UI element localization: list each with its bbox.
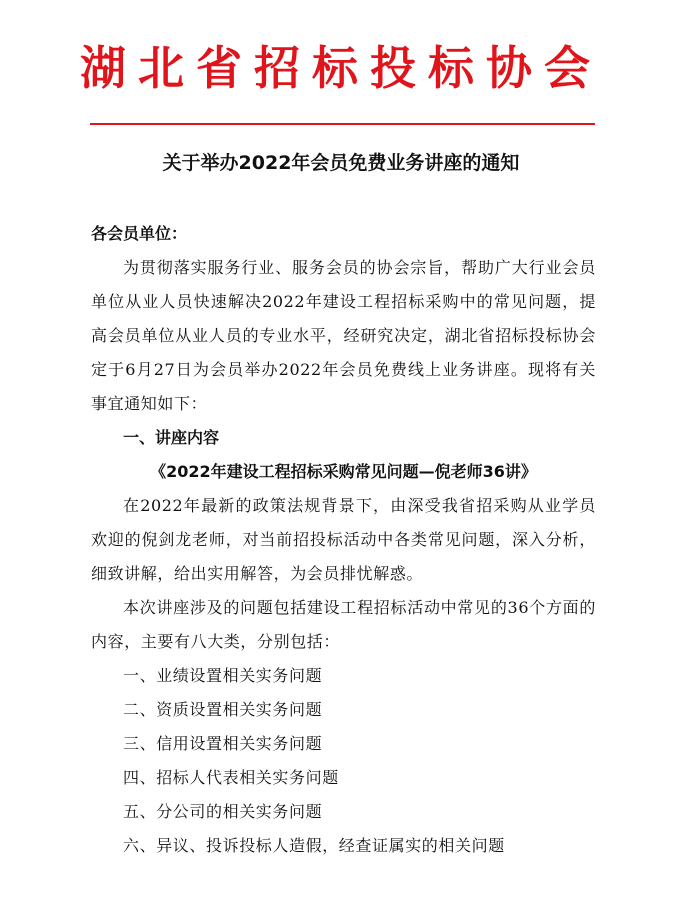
notice-body xyxy=(91,217,596,863)
topic-item: 六、异议、投诉投标人造假，经查证属实的相关问题 xyxy=(123,836,505,855)
notice-title: 关于举办2022年会员免费业务讲座的通知 xyxy=(162,152,520,174)
topic-item: 二、资质设置相关实务问题 xyxy=(123,700,323,719)
topic-item: 四、招标人代表相关实务问题 xyxy=(123,768,339,787)
intro-paragraph: 为贯彻落实服务行业、服务会员的协会宗旨，帮助广大行业会员单位从业人员快速解决2022年建设工程招标采购中的常见问题，提高会员单位从业人员的专业水平，经研究决定，湖北省招标投标协会定于6月27日为会员举办2022年会员免费线上业务讲座。现将有关事宜通知如下： xyxy=(91,258,596,413)
topic-item: 五、分公司的相关实务问题 xyxy=(123,802,323,821)
org-name-header: 湖北省招标投标协会 xyxy=(80,41,602,95)
topic-list xyxy=(91,659,596,863)
salutation: 各会员单位： xyxy=(91,224,188,243)
red-divider-line xyxy=(90,123,595,125)
topic-item: 一、业绩设置相关实务问题 xyxy=(123,666,323,685)
lecture-title: 《2022年建设工程招标采购常见问题—倪老师36讲》 xyxy=(150,462,537,481)
lecture-description-paragraph: 在2022年最新的政策法规背景下，由深受我省招采购从业学员欢迎的倪剑龙老师，对当前招投标活动中各类常见问题，深入分析，细致讲解，给出实用解答，为会员排忧解惑。 xyxy=(91,496,596,583)
section-heading-lecture-content: 一、讲座内容 xyxy=(123,428,220,447)
topic-item: 三、信用设置相关实务问题 xyxy=(123,734,323,753)
topics-intro-paragraph: 本次讲座涉及的问题包括建设工程招标活动中常见的36个方面的内容，主要有八大类，分别包括： xyxy=(91,598,596,651)
